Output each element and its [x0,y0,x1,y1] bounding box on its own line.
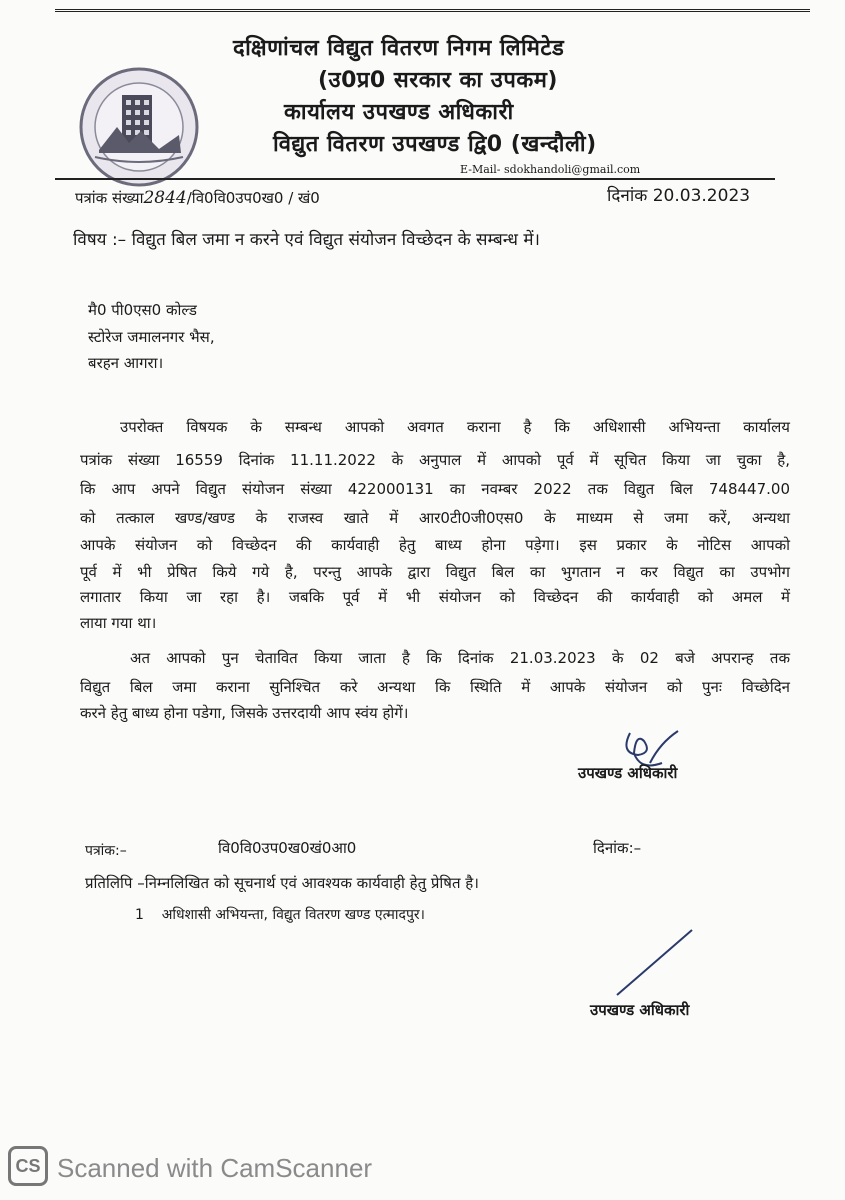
addressee-line: मै0 पी0एस0 कोल्ड [88,301,197,319]
org-name: दक्षिणांचल विद्युत वितरण निगम लिमिटेड [233,36,565,61]
signature-title: उपखण्ड अधिकारी [578,764,678,782]
paragraph2-line: विद्युत बिल जमा कराना सुनिश्चित करे अन्यथा कि स्थिति में आपके संयोजन को पुनः विच्छेदिन [80,678,790,696]
paragraph1-line: उपरोक्त विषयक के सम्बन्ध आपको अवगत कराना है कि अधिशासी अभियन्ता कार्यालय [120,418,790,436]
copy-line: प्रतिलिपि –निम्नलिखित को सूचनार्थ एवं आवश्यक कार्यवाही हेतु प्रेषित है। [85,874,479,892]
signature-stroke [612,925,697,1000]
copy-item-number: 1 [135,907,144,923]
copy-ref-label: पत्रांक:– [85,843,127,859]
paragraph1-line: लगातार किया जा रहा है। जबकि पूर्व में भी संयोजन को विच्छेदन की कार्यवाही को अमल में [80,588,790,606]
letter-date [607,183,750,206]
copy-ref-code: वि0वि0उप0ख0खं0आ0 [218,839,357,857]
paragraph1-line: को तत्काल खण्ड/खण्ड के राजस्व खाते में आर0टी0जी0एस0 के माध्यम से जमा करें, अन्यथा [80,509,790,527]
signature-title-2: उपखण्ड अधिकारी [590,1001,690,1019]
subject-line: विषय :– विद्युत बिल जमा न करने एवं विद्युत संयोजन विच्छेदन के सम्बन्ध में। [73,230,540,250]
paragraph1-line: कि आप अपने विद्युत संयोजन संख्या 422000131 का नवम्बर 2022 तक विद्युत बिल 748447.00 [80,480,790,498]
top-border-line [55,9,810,12]
camscanner-logo: CS [8,1146,48,1186]
paragraph2-line: करने हेतु बाध्य होना पडेगा, जिसके उत्तरदायी आप स्वंय होगें। [80,704,409,722]
copy-item-text: अधिशासी अभियन्ता, विद्युत वितरण खण्ड एत्मादपुर। [161,907,425,923]
date-label: दिनांक [607,186,648,206]
reference-number: 2844 [143,188,187,208]
camscanner-watermark: Scanned with CamScanner [57,1153,373,1183]
office-name: कार्यालय उपखण्ड अधिकारी [284,100,514,125]
reference-suffix: /वि0वि0उप0ख0 / खं0 [186,189,320,207]
addressee-line: स्टोरेज जमालनगर भैस, [88,328,215,346]
addressee-line: बरहन आगरा। [88,354,164,372]
header-divider [55,178,775,180]
copy-item [135,905,425,924]
dvvnl-logo [77,65,202,190]
paragraph1-line: लाया गया था। [80,614,157,632]
reference-prefix: पत्रांक संख्या [75,189,144,207]
copy-date-label: दिनांक:– [593,839,642,857]
office-email: E-Mail- sdokhandoli@gmail.com [460,163,641,176]
reference-line [75,188,320,208]
paragraph1-line: पूर्व में भी प्रेषित किये गये है, परन्तु आपके द्वारा विद्युत बिल का भुगतान न कर विद्युत का उपभोग [80,563,790,581]
division-name: विद्युत वितरण उपखण्ड द्वि0 (खन्दौली) [273,132,597,157]
paragraph1-line: पत्रांक संख्या 16559 दिनांक 11.11.2022 के अनुपाल में आपको पूर्व में सूचित किया जा चुका है, [80,451,790,469]
org-subtitle: (उ0प्र0 सरकार का उपकम) [318,68,558,93]
date-value: 20.03.2023 [652,186,751,206]
paragraph1-line: आपके संयोजन को विच्छेदन की कार्यवाही हेतु बाध्य होना पड़ेगा। इस प्रकार के नोटिस आपको [80,536,790,554]
paragraph2-line: अत आपको पुन चेतावित किया जाता है कि दिनांक 21.03.2023 के 02 बजे अपरान्ह तक [130,649,790,667]
